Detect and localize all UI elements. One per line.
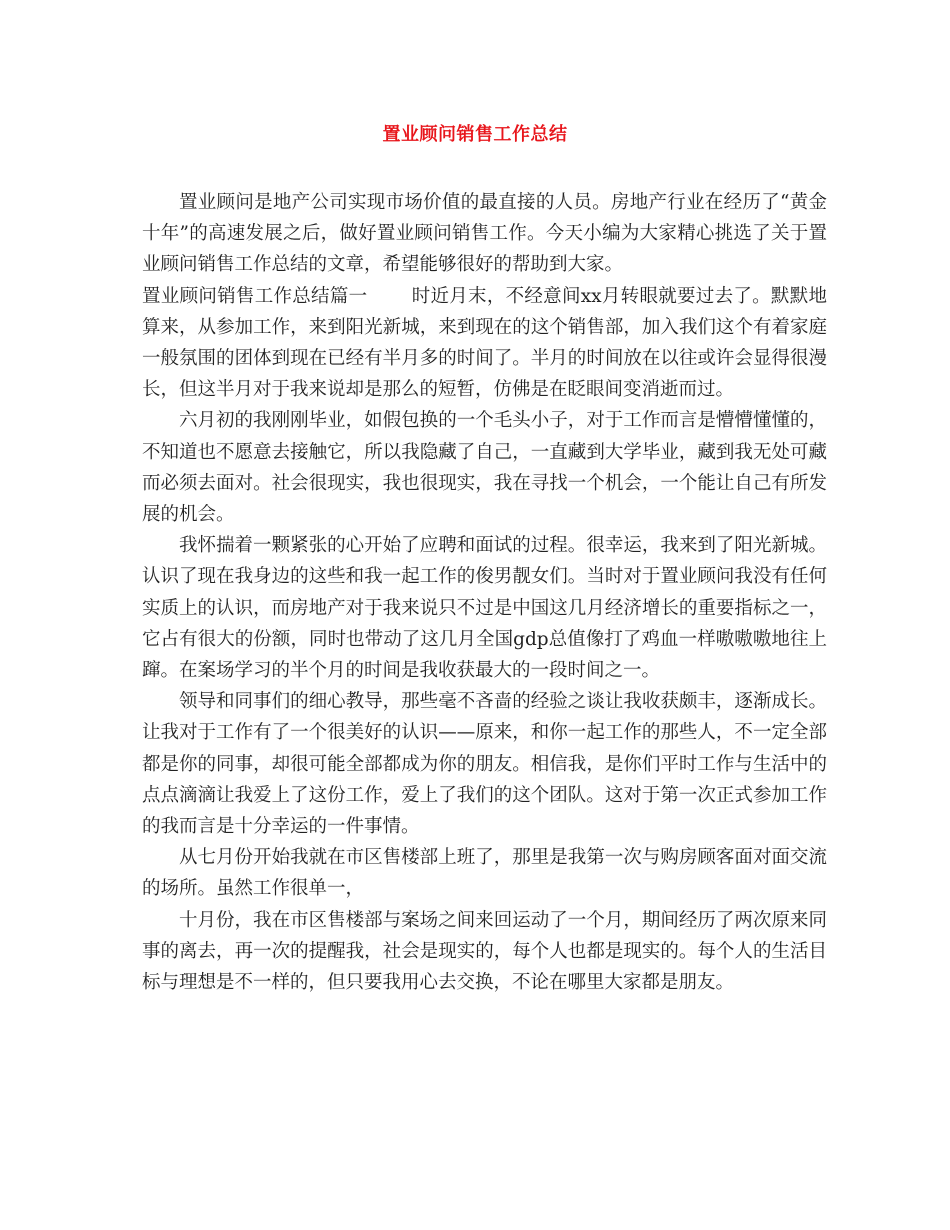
body-paragraph: 领导和同事们的细心教导，那些毫不吝啬的经验之谈让我收获颇丰，逐渐成长。让我对于工作有了一个很美好的认识——原来，和你一起工作的那些人，不一定全部都是你的同事，却很可能全部都成为你的朋友。相信我，是你们平时工作与生活中的点点滴滴让我爱上了这份工作，爱上了我们的这个团队。这对于第一次正式参加工作的我而言是十分幸运的一件事情。 (142, 691, 827, 838)
document-body (142, 187, 827, 998)
body-paragraph: 从七月份开始我就在市区售楼部上班了，那里是我第一次与购房顾客面对面交流的场所。虽然工作很单一， (142, 847, 827, 900)
body-paragraph: 十月份，我在市区售楼部与案场之间来回运动了一个月，期间经历了两次原来同事的离去，再一次的提醒我，社会是现实的，每个人也都是现实的。每个人的生活目标与理想是不一样的，但只要我用心去交换，不论在哪里大家都是朋友。 (142, 909, 827, 994)
body-paragraph: 六月初的我刚刚毕业，如假包换的一个毛头小子，对于工作而言是懵懵懂懂的，不知道也不愿意去接触它，所以我隐藏了自己，一直藏到大学毕业，藏到我无处可藏而必须去面对。社会很现实，我也很现实，我在寻找一个机会，一个能让自己有所发展的机会。 (142, 410, 827, 526)
body-paragraph: 我怀揣着一颗紧张的心开始了应聘和面试的过程。很幸运，我来到了阳光新城。认识了现在我身边的这些和我一起工作的俊男靓女们。当时对于置业顾问我没有任何实质上的认识，而房地产对于我来说只不过是中国这几月经济增长的重要指标之一，它占有很大的份额，同时也带动了这几月全国gdp总值像打了鸡血一样嗷嗷嗷地往上蹿。在案场学习的半个月的时间是我收获最大的一段时间之一。 (142, 535, 827, 682)
section-first-paragraph (142, 281, 827, 406)
section-heading: 置业顾问销售工作总结篇一 (142, 285, 368, 307)
document-title: 置业顾问销售工作总结 (382, 124, 568, 145)
section-first-text: 时近月末，不经意间xx月转眼就要过去了。默默地算来，从参加工作，来到阳光新城，来到现在的这个销售部，加入我们这个有着家庭一般氛围的团体到现在已经有半月多的时间了。半月的时间放在以往或许会显得很漫长，但这半月对于我来说却是那么的短暂，仿佛是在眨眼间变消逝而过。 (142, 285, 827, 401)
intro-paragraph: 置业顾问是地产公司实现市场价值的最直接的人员。房地产行业在经历了“黄金十年”的高速发展之后，做好置业顾问销售工作。今天小编为大家精心挑选了关于置业顾问销售工作总结的文章，希望能够很好的帮助到大家。 (142, 192, 827, 276)
